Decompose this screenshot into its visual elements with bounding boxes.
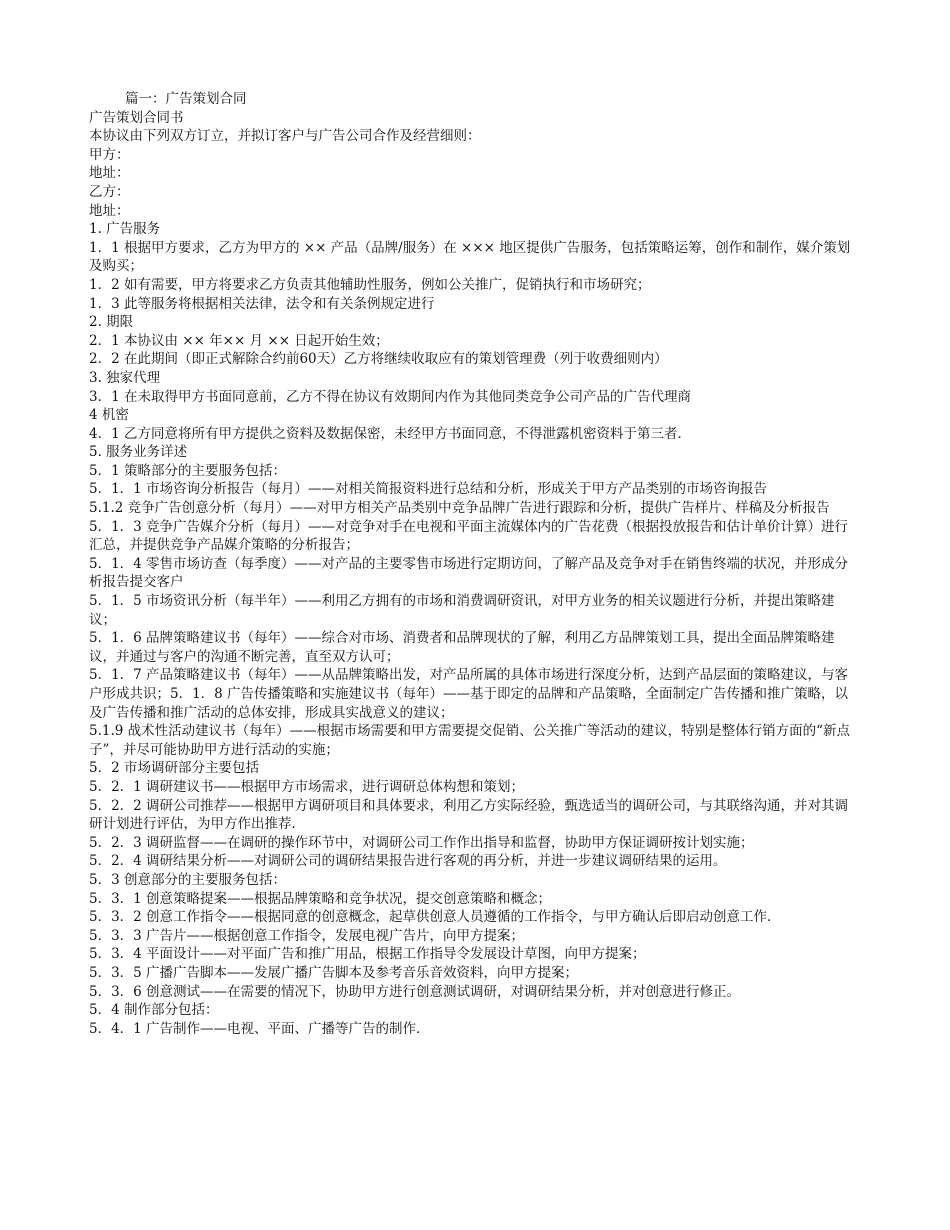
clause-paragraph: 5．2．2 调研公司推荐——根据甲方调研项目和具体要求，利用乙方实际经验，甄选适当的调研公司，与其联络沟通，并对其调研计划进行评估，为甲方作出推荐． — [89, 797, 849, 833]
clause-paragraph: 4．1 乙方同意将所有甲方提供之资料及数据保密，未经甲方书面同意，不得泄露机密资料于第三者． — [89, 425, 691, 442]
clause-paragraph: 5.1.2 竞争广告创意分析（每月）——对甲方相关产品类别中竞争品牌广告进行跟踪和分析，提供广告样片、样稿及分析报告 — [89, 500, 830, 517]
clause-paragraph: 5．1．6 品牌策略建议书（每年）——综合对市场、消费者和品牌现状的了解，利用乙方品牌策划工具，提出全面品牌策略建议，并通过与客户的沟通不断完善，直至双方认可； — [89, 630, 835, 665]
clause-paragraph: 5．3．6 创意测试——在需要的情况下，协助甲方进行创意测试调研，对调研结果分析，并对创意进行修正。 — [89, 983, 741, 1000]
subsection-heading: 5．3 创意部分的主要服务包括： — [89, 871, 286, 888]
section-heading: 4 机密 — [89, 407, 129, 424]
party-b-address: 地址： — [89, 202, 130, 219]
party-b-label: 乙方： — [89, 183, 130, 200]
clause-paragraph: 2．1 本协议由 ×× 年×× 月 ×× 日起开始生效； — [89, 332, 389, 349]
intro-paragraph: 本协议由下列双方订立，并拟订客户与广告公司合作及经营细则： — [89, 128, 481, 145]
clause-paragraph: 5．1．7 产品策略建议书（每年）——从品牌策略出发，对产品所属的具体市场进行深度分析，达到产品层面的策略建议，与客户形成共识；5．1．8 广告传播策略和实施建议书（每年）——基于即定的品牌和产品策略，全面制定广告传播和推广策略，以及广告传播和推广活动的总体安排，形成具实战意义的建议； — [89, 667, 849, 721]
clause-paragraph: 1．2 如有需要，甲方将要求乙方负责其他辅助性服务，例如公关推广，促销执行和市场研究； — [89, 276, 651, 293]
document-title: 广告策划合同书 — [89, 109, 184, 126]
clause-paragraph: 2．2 在此期间（即正式解除合约前60天）乙方将继续收取应有的策划管理费（列于收费细则内） — [89, 351, 668, 368]
clause-paragraph: 5．1．1 市场咨询分析报告（每月）——对相关简报资料进行总结和分析，形成关于甲方产品类别的市场咨询报告 — [89, 481, 768, 498]
party-a-label: 甲方： — [89, 146, 130, 163]
clause-paragraph: 5．2．1 调研建议书——根据甲方市场需求，进行调研总体构想和策划； — [89, 778, 525, 795]
clause-paragraph: 5.1.9 战术性活动建议书（每年）——根据市场需要和甲方需要提交促销、公关推广等活动的建议，特别是整体行销方面的“新点子”，并尽可能协助甲方进行活动的实施； — [89, 723, 851, 758]
clause-paragraph: 5．4．1 广告制作——电视、平面、广播等广告的制作． — [89, 1020, 430, 1037]
section-heading: 5. 服务业务详述 — [89, 444, 188, 461]
clause-paragraph: 1．3 此等服务将根据相关法律，法令和有关条例规定进行 — [89, 295, 435, 312]
subsection-heading: 5．2 市场调研部分主要包括 — [89, 760, 259, 777]
clause-paragraph: 5．3．1 创意策略提案——根据品牌策略和竞争状况，提交创意策略和概念； — [89, 890, 552, 907]
party-a-address: 地址： — [89, 165, 130, 182]
section-heading: 2. 期限 — [89, 314, 134, 331]
clause-paragraph: 5．1．5 市场资讯分析（每半年）——利用乙方拥有的市场和消费调研资讯，对甲方业务的相关议题进行分析，并提出策略建议； — [89, 593, 835, 628]
clause-paragraph: 5．3．5 广播广告脚本——发展广播广告脚本及参考音乐音效资料，向甲方提案； — [89, 964, 579, 981]
clause-paragraph: 5．3．4 平面设计——对平面广告和推广用品，根据工作指导令发展设计草图，向甲方提案； — [89, 946, 646, 963]
section-heading: 1. 广告服务 — [89, 221, 161, 238]
clause-paragraph: 5．3．3 广告片——根据创意工作指令，发展电视广告片，向甲方提案； — [89, 927, 525, 944]
subsection-heading: 5．4 制作部分包括： — [89, 1002, 219, 1019]
clause-paragraph: 3．1 在未取得甲方书面同意前，乙方不得在协议有效期间内作为其他同类竞争公司产品的广告代理商 — [89, 388, 691, 405]
document-heading: 篇一：广告策划合同 — [125, 91, 247, 107]
clause-paragraph: 5．2．3 调研监督——在调研的操作环节中，对调研公司工作作出指导和监督，协助甲方保证调研按计划实施； — [89, 834, 754, 851]
clause-paragraph: 1．1 根据甲方要求，乙方为甲方的 ×× 产品（品牌/服务）在 ××× 地区提供广告服务，包括策略运筹，创作和制作，媒介策划及购买； — [89, 239, 851, 275]
contract-document — [89, 90, 861, 1038]
subsection-heading: 5．1 策略部分的主要服务包括： — [89, 462, 286, 479]
clause-paragraph: 5．1．4 零售市场访查（每季度）——对产品的主要零售市场进行定期访问，了解产品及竞争对手在销售终端的状况，并形成分析报告提交客户 — [89, 555, 849, 591]
section-heading: 3. 独家代理 — [89, 369, 161, 386]
clause-paragraph: 5．1．3 竞争广告媒介分析（每月）——对竞争对手在电视和平面主流媒体内的广告花费（根据投放报告和估计单价计算）进行汇总，并提供竞争产品媒介策略的分析报告； — [89, 518, 849, 554]
clause-paragraph: 5．3．2 创意工作指令——根据同意的创意概念，起草供创意人员遵循的工作指令，与甲方确认后即启动创意工作． — [89, 909, 781, 926]
clause-paragraph: 5．2．4 调研结果分析——对调研公司的调研结果报告进行客观的再分析，并进一步建议调研结果的运用。 — [89, 853, 727, 870]
